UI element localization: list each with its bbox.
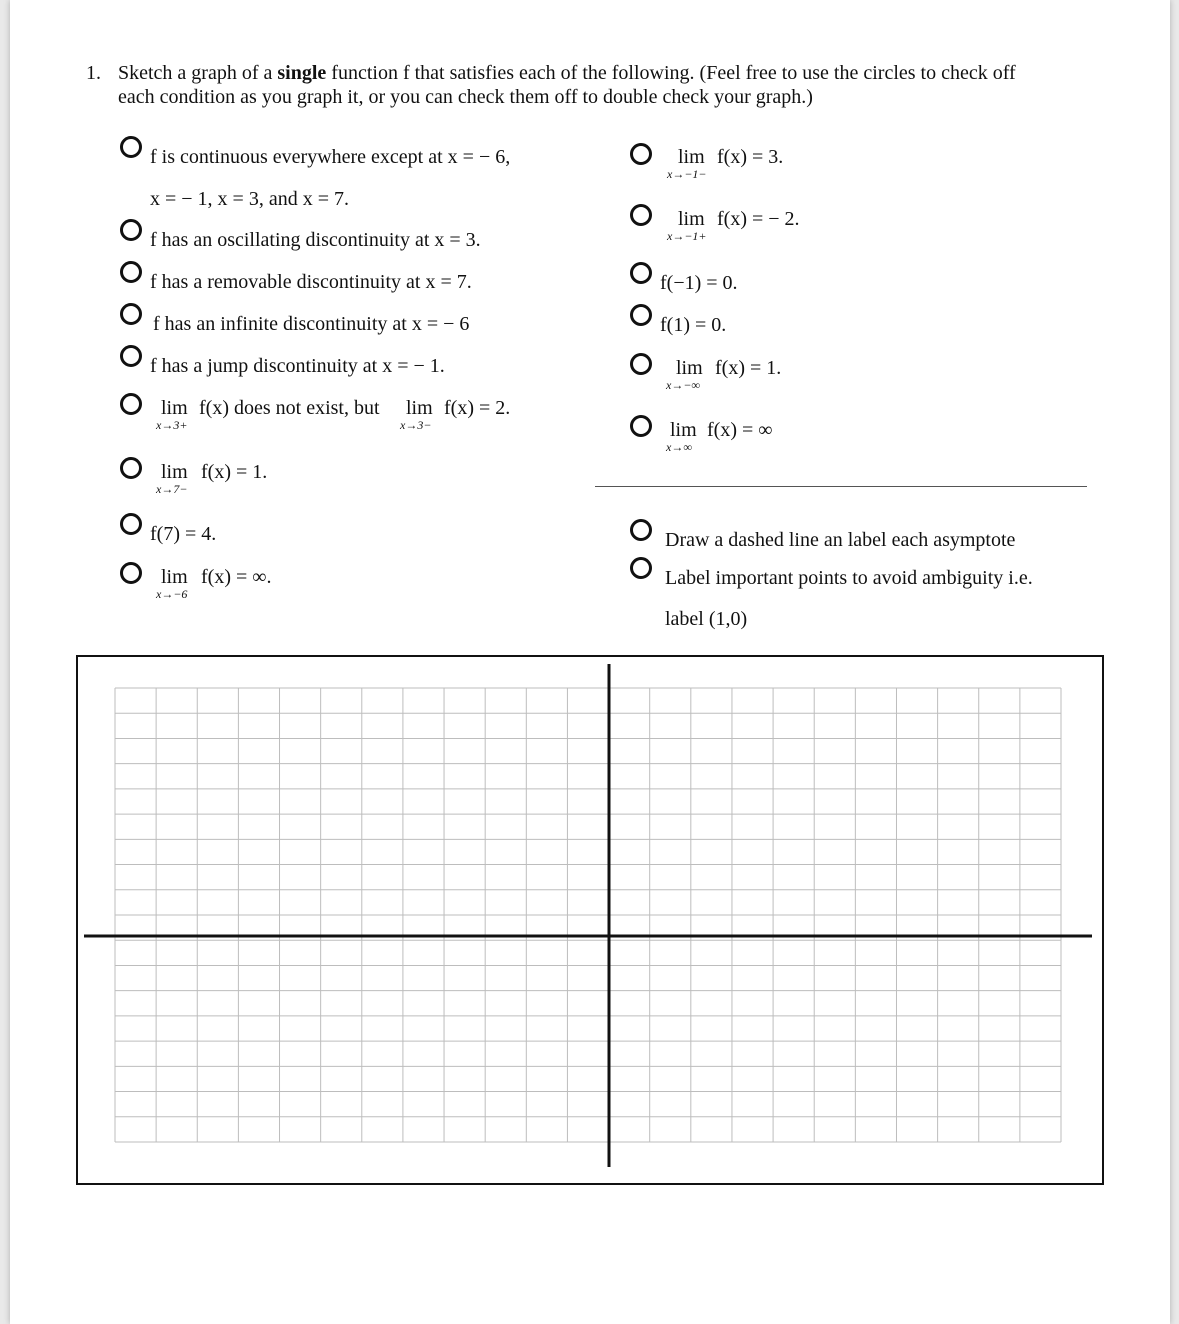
problem-number: 1.: [86, 62, 101, 84]
limit-sub-3plus: x→3+: [156, 418, 188, 432]
limit-word-c6: lim: [161, 397, 188, 419]
problem-instructions-line2: each condition as you graph it, or you can check them off to double check your graph.): [118, 86, 813, 108]
condition-oscillating: f has an oscillating discontinuity at x = 3.: [150, 229, 481, 251]
worksheet-page: [10, 0, 1170, 1324]
instruction-label-example: label (1,0): [665, 608, 748, 630]
condition-continuous-cont: x = − 1, x = 3, and x = 7.: [150, 188, 349, 210]
instruction-asymptotes: Draw a dashed line an label each asymptote: [665, 529, 1016, 551]
condition-lim-inf: f(x) = ∞: [707, 419, 773, 441]
limit-sub-neg-inf: x→−∞: [666, 378, 700, 392]
limit-sub-3minus: x→3−: [400, 418, 432, 432]
limit-sub-neg1-minus: x→−1−: [667, 167, 707, 181]
limit-word-c6b: lim: [406, 397, 433, 419]
coordinate-grid[interactable]: [10, 0, 1170, 1324]
limit-word-c9: lim: [161, 566, 188, 588]
condition-lim-3plus: f(x) does not exist, but: [199, 397, 380, 419]
condition-infinite: f has an infinite discontinuity at x = − 6: [153, 313, 470, 335]
grid-lines: [115, 688, 1061, 1142]
condition-lim-3minus: f(x) = 2.: [444, 397, 511, 419]
condition-removable: f has a removable discontinuity at x = 7.: [150, 271, 472, 293]
condition-f-neg1: f(−1) = 0.: [660, 272, 738, 294]
limit-word-r1: lim: [678, 146, 705, 168]
limit-sub-7minus: x→7−: [156, 482, 188, 496]
limit-sub-inf: x→∞: [666, 440, 692, 454]
instr-bold: single: [277, 62, 327, 84]
instr-pre: Sketch a graph of a: [118, 62, 278, 84]
condition-lim-7minus: f(x) = 1.: [201, 461, 268, 483]
condition-f-1: f(1) = 0.: [660, 314, 727, 336]
condition-lim-neg1-plus: f(x) = − 2.: [717, 208, 800, 230]
condition-f7: f(7) = 4.: [150, 523, 217, 545]
instruction-label-points: Label important points to avoid ambiguity i.e.: [665, 567, 1033, 589]
limit-sub-neg1-plus: x→−1+: [667, 229, 707, 243]
limit-word-r5: lim: [676, 357, 703, 379]
condition-jump: f has a jump discontinuity at x = − 1.: [150, 355, 445, 377]
limit-word-r6: lim: [670, 419, 697, 441]
limit-sub-neg6: x→−6: [156, 587, 188, 601]
instr-post: function f that satisfies each of the following. (Feel free to use the circles to check off: [326, 62, 1016, 84]
condition-continuous: f is continuous everywhere except at x = − 6,: [150, 146, 511, 168]
condition-lim-neg1-minus: f(x) = 3.: [717, 146, 784, 168]
limit-word-c7: lim: [161, 461, 188, 483]
condition-lim-neg6: f(x) = ∞.: [201, 566, 272, 588]
limit-word-r2: lim: [678, 208, 705, 230]
condition-lim-neg-inf: f(x) = 1.: [715, 357, 782, 379]
